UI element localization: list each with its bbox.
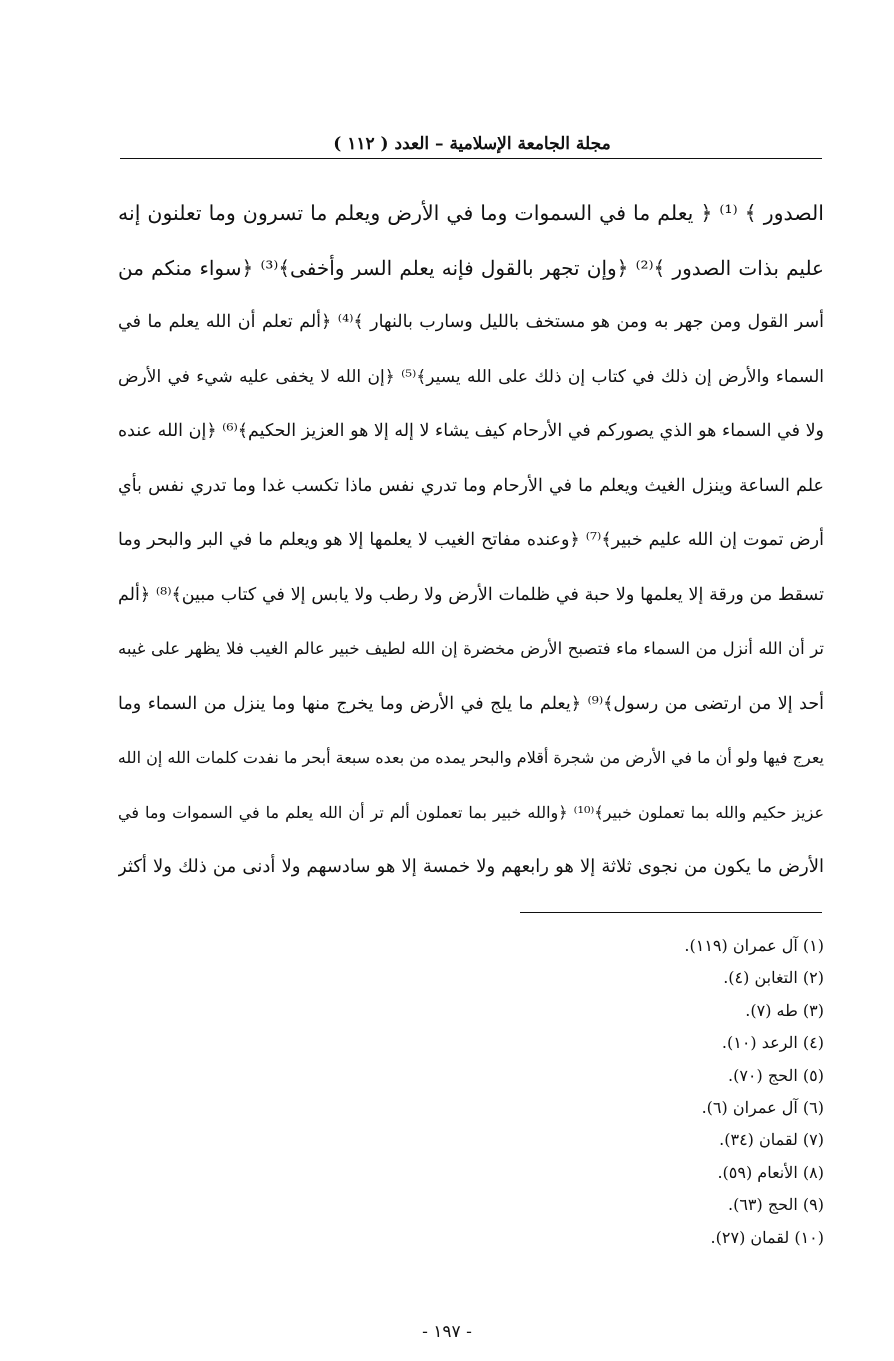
body-line: الأرض ما يكون من نجوى ثلاثة إلا هو رابعهم ولا خمسة إلا هو سادسهم ولا أدنى من ذلك ولا أكثر [118, 856, 824, 877]
body-line: عليم بذات الصدور ﴾⁽²⁾ ﴿وإن تجهر بالقول فإنه يعلم السر وأخفى﴾⁽³⁾ ﴿سواء منكم من [118, 255, 824, 280]
body-text [118, 186, 824, 895]
footnote-item: (٨) الأنعام (٥٩). [717, 1162, 824, 1182]
footnote-item: (٥) الحج (٧٠). [728, 1065, 824, 1085]
footnote-item: (٦) آل عمران (٦). [701, 1097, 824, 1117]
footnote-item: (٢) التغابن (٤). [723, 968, 824, 988]
footnote-item: (٧) لقمان (٣٤). [719, 1130, 824, 1150]
footnotes [684, 930, 824, 1254]
footnote-item: (١٠) لقمان (٢٧). [710, 1227, 824, 1247]
footnote-item: (٣) طه (٧). [745, 1000, 824, 1020]
body-line: تسقط من ورقة إلا يعلمها ولا حبة في ظلمات الأرض ولا رطب ولا يابس إلا في كتاب مبين﴾⁽⁸⁾ ﴿ألم [118, 584, 824, 605]
header-divider [120, 158, 822, 159]
body-line: أرض تموت إن الله عليم خبير﴾⁽⁷⁾ ﴿وعنده مفاتح الغيب لا يعلمها إلا هو ويعلم ما في البر والبحر وما [118, 530, 824, 550]
body-line: أحد إلا من ارتضى من رسول﴾⁽⁹⁾ ﴿يعلم ما يلج في الأرض وما يخرج منها وما ينزل من السماء وما [118, 693, 824, 714]
body-line: ولا في السماء هو الذي يصوركم في الأرحام كيف يشاء لا إله إلا هو العزيز الحكيم﴾⁽⁶⁾ ﴿إن الله عنده [118, 421, 824, 441]
footnote-item: (٩) الحج (٦٣). [728, 1195, 824, 1215]
body-line: أسر القول ومن جهر به ومن هو مستخف بالليل وسارب بالنهار ﴾⁽⁴⁾ ﴿ألم تعلم أن الله يعلم ما في [118, 312, 824, 332]
footnote-item: (١) آل عمران (١١٩). [684, 936, 824, 955]
body-line: عزيز حكيم والله بما تعملون خبير﴾⁽¹⁰⁾ ﴿والله خبير بما تعملون ألم تر أن الله يعلم ما في السموات وما في [118, 802, 824, 822]
footnote-item: (٤) الرعد (١٠). [721, 1033, 824, 1053]
body-line: السماء والأرض إن ذلك في كتاب إن ذلك على الله يسير﴾⁽⁵⁾ ﴿إن الله لا يخفى عليه شيء في الأرض [118, 366, 824, 387]
page-number: - ١٩٧ - [422, 1322, 472, 1342]
body-line: تر أن الله أنزل من السماء ماء فتصبح الأرض مخضرة إن الله لطيف خبير عالم الغيب فلا يظهر على غيبه [118, 639, 824, 658]
body-line: علم الساعة وينزل الغيث ويعلم ما في الأرحام وما تدري نفس ماذا تكسب غدا وما تدري نفس بأي [118, 475, 824, 496]
body-line: يعرج فيها ولو أن ما في الأرض من شجرة أقلام والبحر يمده من بعده سبعة أبحر ما نفدت كلمات الله إن الله [118, 748, 824, 767]
footnote-divider [520, 912, 822, 913]
running-header: مجلة الجامعة الإسلامية – العدد ( ١١٢ ) [333, 134, 611, 154]
body-line: الصدور ﴾ ⁽¹⁾ ﴿ يعلم ما في السموات وما في الأرض ويعلم ما تسرون وما تعلنون إنه [118, 201, 824, 225]
